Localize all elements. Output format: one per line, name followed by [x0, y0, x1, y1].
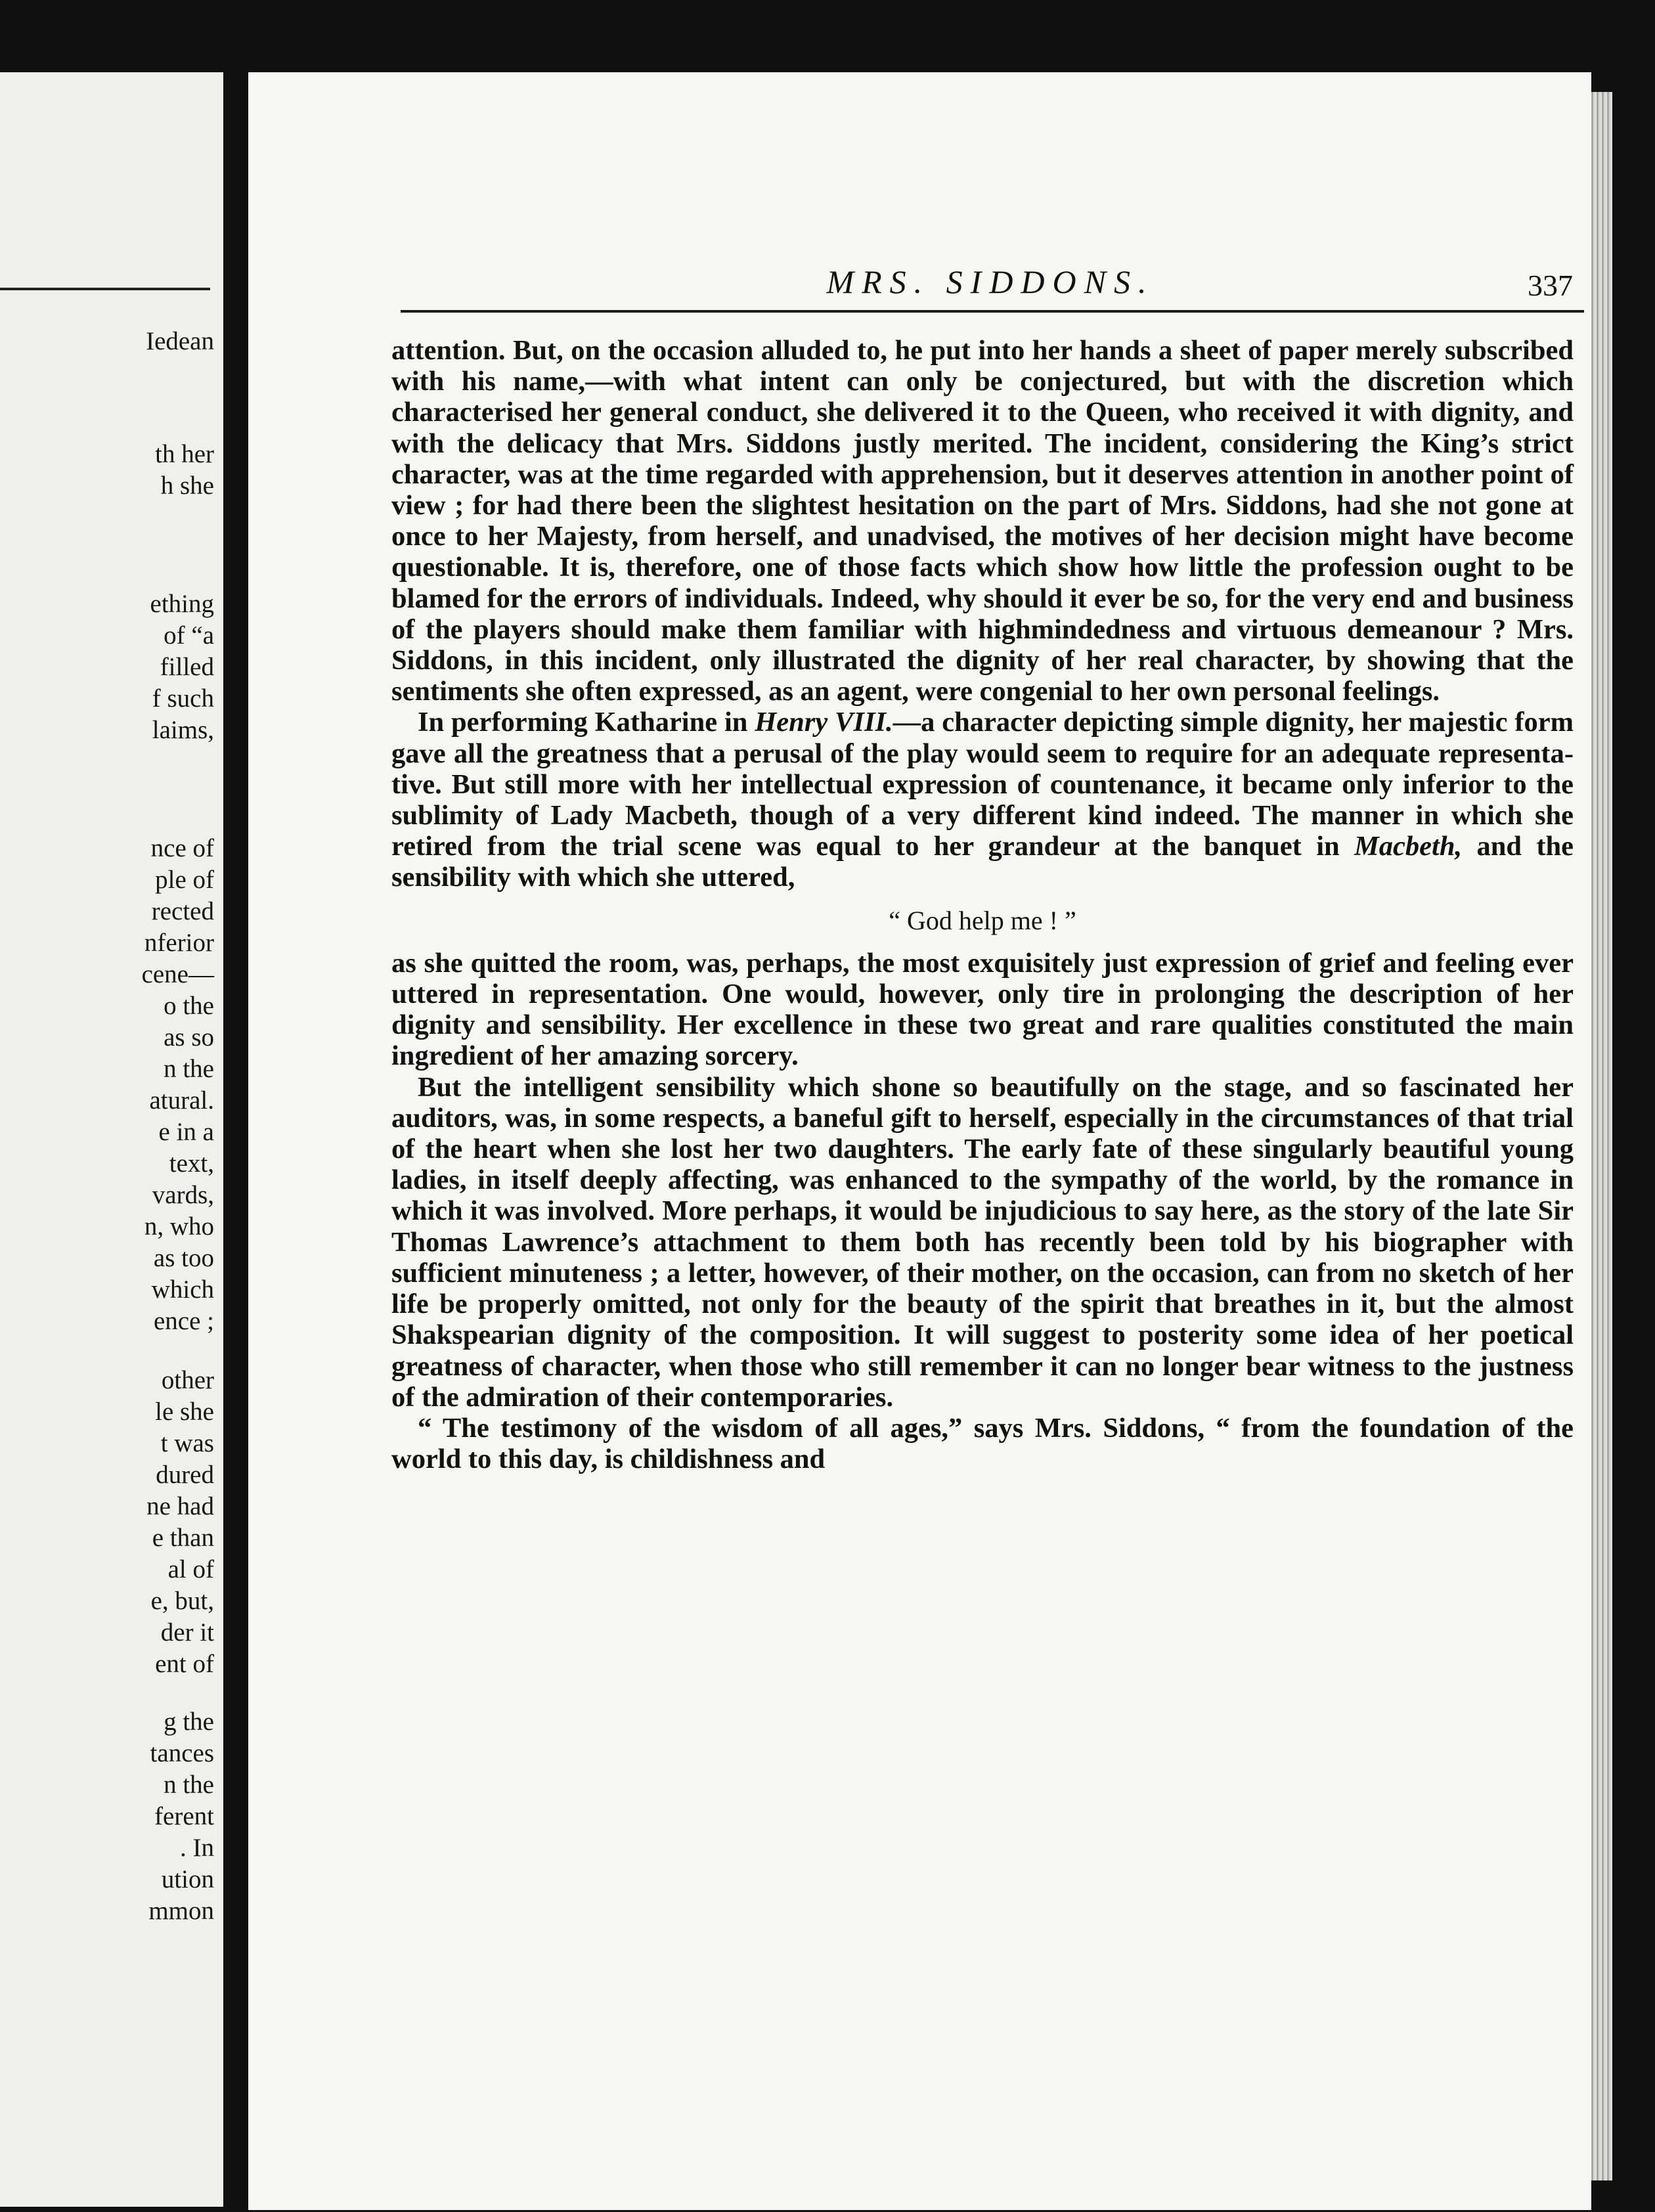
paragraph-2-italic-title: Henry VIII. [755, 707, 893, 738]
left-fragment-line: nferior [144, 929, 214, 957]
paragraph-2-italic-macbeth: Macbeth, [1354, 831, 1463, 862]
left-fragment-line: ution [161, 1865, 214, 1893]
left-page-edge [0, 72, 223, 2207]
paragraph-2-part-1: In performing Katharine in [418, 707, 755, 738]
left-fragment-line: ferent [154, 1802, 214, 1830]
left-fragment-line: nce of [150, 834, 214, 862]
paragraph-5: “ The testimony of the wisdom of all ages,” says Mrs. Siddons, “ from the foundation of the world to this day, is childishness and [391, 1412, 1574, 1475]
left-fragment-line: e, but, [150, 1587, 214, 1615]
left-fragment-line: le she [155, 1398, 214, 1426]
left-fragment-line: atural. [149, 1086, 214, 1115]
left-fragment-line: as so [164, 1023, 214, 1051]
left-fragment-line: laims, [152, 716, 214, 744]
left-fragment-line: o the [164, 992, 214, 1020]
left-fragment-line: cene— [141, 960, 214, 988]
page-number: 337 [1528, 269, 1573, 302]
left-fragment-line: ne had [146, 1492, 214, 1520]
running-head [403, 263, 1578, 322]
left-fragment-line: al of [167, 1555, 214, 1583]
left-fragment-line: tances [150, 1739, 214, 1767]
paragraph-1: attention. But, on the occasion alluded to, he put into her hands a sheet of paper merely subscribed with his name,—with what intent can only be conjectured, but with the discretion which characterised her general conduct, she delivered it to the Queen, who received it with dignity, and with the delicacy that Mrs. Siddons justly merited. The incident, considering the King’s strict character, was at the time regarded with apprehension, but it deserves attention in another point of view ; for had there been the slightest hesitation on the part of Mrs. Siddons, had she not gone at once to her Majesty, from herself, and unadvised, the motives of her decision might have become questionable. It is, therefore, one of those facts which show how little the profession ought to be blamed for the errors of individuals. Indeed, why should it ever be so, for the very end and business of the players should make them familiar with highmindedness and virtuous demeanour ? Mrs. Siddons, in this incident, only illustrated the dignity of her real character, by showing that the sentiments she often expressed, as an agent, were congenial to her own personal feelings. [391, 335, 1574, 707]
left-fragment-line: e than [152, 1524, 214, 1552]
left-fragment-line: as too [153, 1244, 214, 1272]
left-fragment-line: ething [150, 590, 214, 618]
left-fragment-line: ence ; [153, 1307, 214, 1335]
header-rule [401, 310, 1584, 313]
left-fragment-line: h she [160, 472, 214, 500]
left-fragment-line: vards, [152, 1181, 214, 1209]
left-fragment-line: n, who [144, 1212, 214, 1241]
left-fragment-line: der it [160, 1618, 214, 1647]
left-fragment-line: text, [169, 1149, 214, 1178]
left-fragment-line: dured [156, 1461, 214, 1489]
left-fragment-line: which [151, 1275, 214, 1304]
left-fragment-line: g the [164, 1708, 214, 1736]
right-page [248, 72, 1591, 2210]
left-fragment-line: of “a [164, 621, 214, 650]
body-text [391, 335, 1574, 1474]
paragraph-2-part-2: —a character depicting simple dignity, her majestic form gave all the greatness that a perusal of the play would seem to require for an adequate representative. But still more with her intellectual expression of countenance, it became only inferior to the sublimity of Lady Macbeth, though of a very different kind indeed. The manner in which she retired from the trial scene was equal to her grandeur at the banquet in [391, 707, 1574, 862]
paragraph-2-part-3: and the sensibility with which she uttered, [391, 831, 1574, 893]
left-fragment-line: n the [164, 1771, 214, 1799]
left-fragment-line: rected [151, 897, 214, 925]
left-fragment-line: n the [164, 1055, 214, 1083]
left-fragment-line: filled [160, 653, 214, 681]
left-fragment-line: Iedean [146, 327, 214, 355]
left-fragment-line: e in a [158, 1118, 214, 1146]
paragraph-4: But the intelligent sensibility which shone so beautifully on the stage, and so fascinated her auditors, was, in some respects, a baneful gift to herself, especially in the circumstances of that trial of the heart when she lost her two daughters. The early fate of these singularly beautiful young ladies, in itself deeply affecting, was enhanced to the sympathy of the world, by the romance in which it was involved. More perhaps, it would be injudicious to say here, as the story of the late Sir Thomas Lawrence’s attachment to them both has recently been told by his biographer with sufficient minuteness ; a letter, however, of their mother, on the occasion, can from no sketch of her life be properly omitted, not only for the beauty of the spirit that breathes in it, but the almost Shakspearian dignity of the composition. It will suggest to posterity some idea of her poetical greatness of character, when those who still remember it can no longer bear witness to the justness of the admiration of their contemporaries. [391, 1071, 1574, 1413]
left-fragment-line: other [161, 1366, 214, 1394]
left-fragment-line: ent of [155, 1650, 214, 1678]
paragraph-3: as she quitted the room, was, perhaps, the most exquisitely just expression of grief and feeling ever uttered in representation. One would, however, only tire in prolonging the description of her dignity and sensibility. Her excellence in these two great and rare qualities constituted the main ingredient of her amazing sorcery. [391, 947, 1574, 1072]
quotation: “ God help me ! ” [889, 905, 1076, 935]
running-title: MRS. SIDDONS. [826, 263, 1155, 300]
left-fragment-line: ple of [155, 866, 214, 894]
left-fragment-line: th her [155, 440, 214, 468]
left-fragment-line: t was [160, 1429, 214, 1457]
left-fragment-line: . In [180, 1834, 214, 1862]
left-page-rule [0, 288, 210, 290]
left-fragment-line: mmon [148, 1897, 214, 1925]
paragraph-2 [391, 707, 1574, 893]
left-fragment-line: f such [152, 684, 214, 713]
